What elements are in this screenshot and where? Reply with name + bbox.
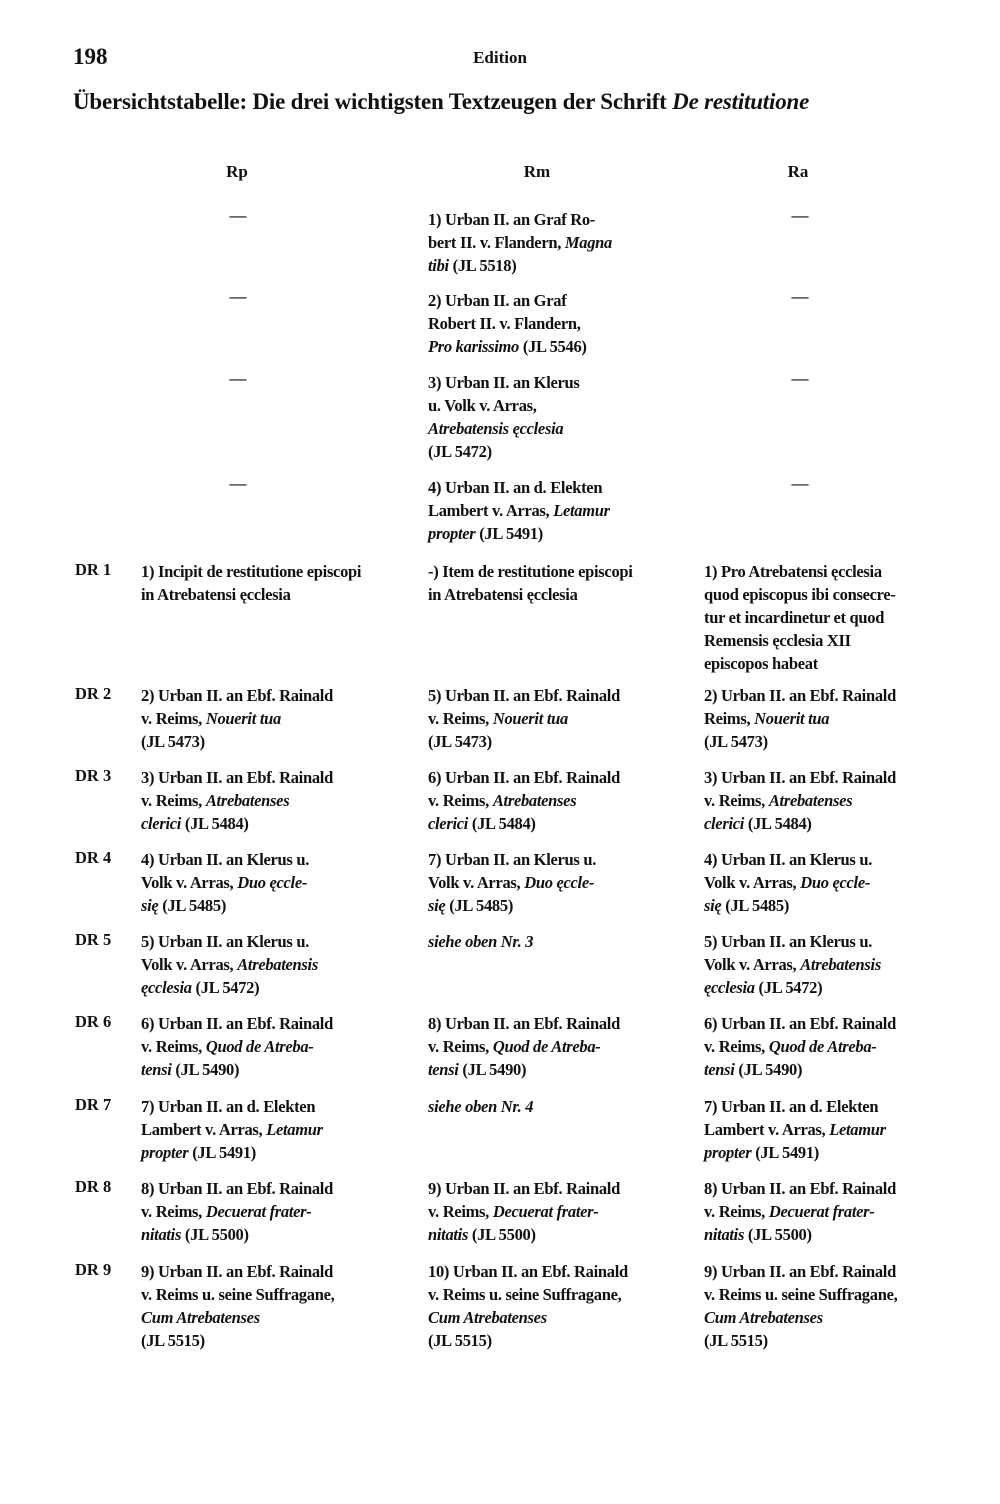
cell-rp: 6) Urban II. an Ebf. Rainald v. Reims, Quod de Atreba- tensi (JL 5490)	[141, 1014, 333, 1079]
cell-rp: 1) Incipit de restitutione episcopi in Atrebatensi ęcclesia	[141, 562, 362, 604]
cell-rp: 4) Urban II. an Klerus u. Volk v. Arras, Duo ęccle- się (JL 5485)	[141, 850, 310, 915]
cell-rm-pre-2: 2) Urban II. an Graf Robert II. v. Flandern, Pro karissimo (JL 5546)	[428, 291, 587, 356]
row-label: DR 4	[75, 848, 112, 867]
cell-ra: 3) Urban II. an Ebf. Rainald v. Reims, Atrebatenses clerici (JL 5484)	[704, 768, 896, 833]
column-header-rm: Rm	[523, 162, 551, 181]
cell-ra: 8) Urban II. an Ebf. Rainald v. Reims, Decuerat frater- nitatis (JL 5500)	[704, 1179, 896, 1244]
dash-rp-2: —	[229, 287, 247, 306]
row-label: DR 2	[75, 684, 112, 703]
cell-rm-pre-4: 4) Urban II. an d. Elekten Lambert v. Arras, Letamur propter (JL 5491)	[428, 478, 610, 543]
cell-ra: 1) Pro Atrebatensi ęcclesia quod episcopus ibi consecre- tur et incardinetur et quod Remensis ęcclesia XII episcopos habeat	[704, 562, 896, 673]
dash-ra-4: —	[791, 474, 809, 493]
cell-rp: 7) Urban II. an d. Elekten Lambert v. Arras, Letamur propter (JL 5491)	[141, 1097, 323, 1162]
cell-rm: siehe oben Nr. 4	[428, 1097, 534, 1116]
cell-rp: 9) Urban II. an Ebf. Rainald v. Reims u. seine Suffragane, Cum Atrebatenses (JL 5515)	[141, 1262, 335, 1350]
table-title-main: Übersichtstabelle: Die drei wichtigsten Textzeugen der Schrift	[73, 89, 673, 114]
cell-rp: 3) Urban II. an Ebf. Rainald v. Reims, Atrebatenses clerici (JL 5484)	[141, 768, 333, 833]
cell-rm: 7) Urban II. an Klerus u. Volk v. Arras, Duo ęccle- się (JL 5485)	[428, 850, 597, 915]
cell-rm: 5) Urban II. an Ebf. Rainald v. Reims, Nouerit tua (JL 5473)	[428, 686, 620, 751]
cell-rm: 9) Urban II. an Ebf. Rainald v. Reims, Decuerat frater- nitatis (JL 5500)	[428, 1179, 620, 1244]
page-number: 198	[73, 44, 108, 69]
table-title	[73, 89, 809, 115]
cell-rm-pre-3: 3) Urban II. an Klerus u. Volk v. Arras, Atrebatensis ęcclesia (JL 5472)	[428, 373, 580, 461]
dash-rp-3: —	[229, 369, 247, 388]
cell-rm: siehe oben Nr. 3	[428, 932, 534, 951]
row-label: DR 6	[75, 1012, 112, 1031]
row-label: DR 7	[75, 1095, 112, 1114]
cell-rm: -) Item de restitutione episcopi in Atrebatensi ęcclesia	[428, 562, 633, 604]
cell-rm: 6) Urban II. an Ebf. Rainald v. Reims, Atrebatenses clerici (JL 5484)	[428, 768, 620, 833]
cell-rp: 5) Urban II. an Klerus u. Volk v. Arras, Atrebatensis ęcclesia (JL 5472)	[141, 932, 318, 997]
row-label: DR 8	[75, 1177, 112, 1196]
column-header-rp: Rp	[226, 162, 248, 181]
cell-rm: 10) Urban II. an Ebf. Rainald v. Reims u. seine Suffragane, Cum Atrebatenses (JL 5515)	[428, 1262, 628, 1350]
table-title-italic: De restitutione	[672, 89, 810, 114]
cell-rp: 2) Urban II. an Ebf. Rainald v. Reims, Nouerit tua (JL 5473)	[141, 686, 333, 751]
dash-ra-1: —	[791, 206, 809, 225]
dash-ra-2: —	[791, 287, 809, 306]
row-label: DR 5	[75, 930, 112, 949]
dash-rp-4: —	[229, 474, 247, 493]
cell-ra: 6) Urban II. an Ebf. Rainald v. Reims, Quod de Atreba- tensi (JL 5490)	[704, 1014, 896, 1079]
cell-rp: 8) Urban II. an Ebf. Rainald v. Reims, Decuerat frater- nitatis (JL 5500)	[141, 1179, 333, 1244]
row-label: DR 9	[75, 1260, 112, 1279]
dash-rp-1: —	[229, 206, 247, 225]
cell-ra: 9) Urban II. an Ebf. Rainald v. Reims u. seine Suffragane, Cum Atrebatenses (JL 5515)	[704, 1262, 898, 1350]
cell-rm: 8) Urban II. an Ebf. Rainald v. Reims, Quod de Atreba- tensi (JL 5490)	[428, 1014, 620, 1079]
row-label: DR 3	[75, 766, 112, 785]
cell-ra: 7) Urban II. an d. Elekten Lambert v. Arras, Letamur propter (JL 5491)	[704, 1097, 886, 1162]
cell-rm-pre-1: 1) Urban II. an Graf Ro- bert II. v. Flandern, Magna tibi (JL 5518)	[428, 210, 612, 275]
row-label: DR 1	[75, 560, 112, 579]
cell-ra: 4) Urban II. an Klerus u. Volk v. Arras, Duo ęccle- się (JL 5485)	[704, 850, 873, 915]
cell-ra: 5) Urban II. an Klerus u. Volk v. Arras, Atrebatensis ęcclesia (JL 5472)	[704, 932, 881, 997]
column-header-ra: Ra	[787, 162, 809, 181]
running-head: Edition	[473, 48, 527, 67]
dash-ra-3: —	[791, 369, 809, 388]
cell-ra: 2) Urban II. an Ebf. Rainald Reims, Nouerit tua (JL 5473)	[704, 686, 896, 751]
